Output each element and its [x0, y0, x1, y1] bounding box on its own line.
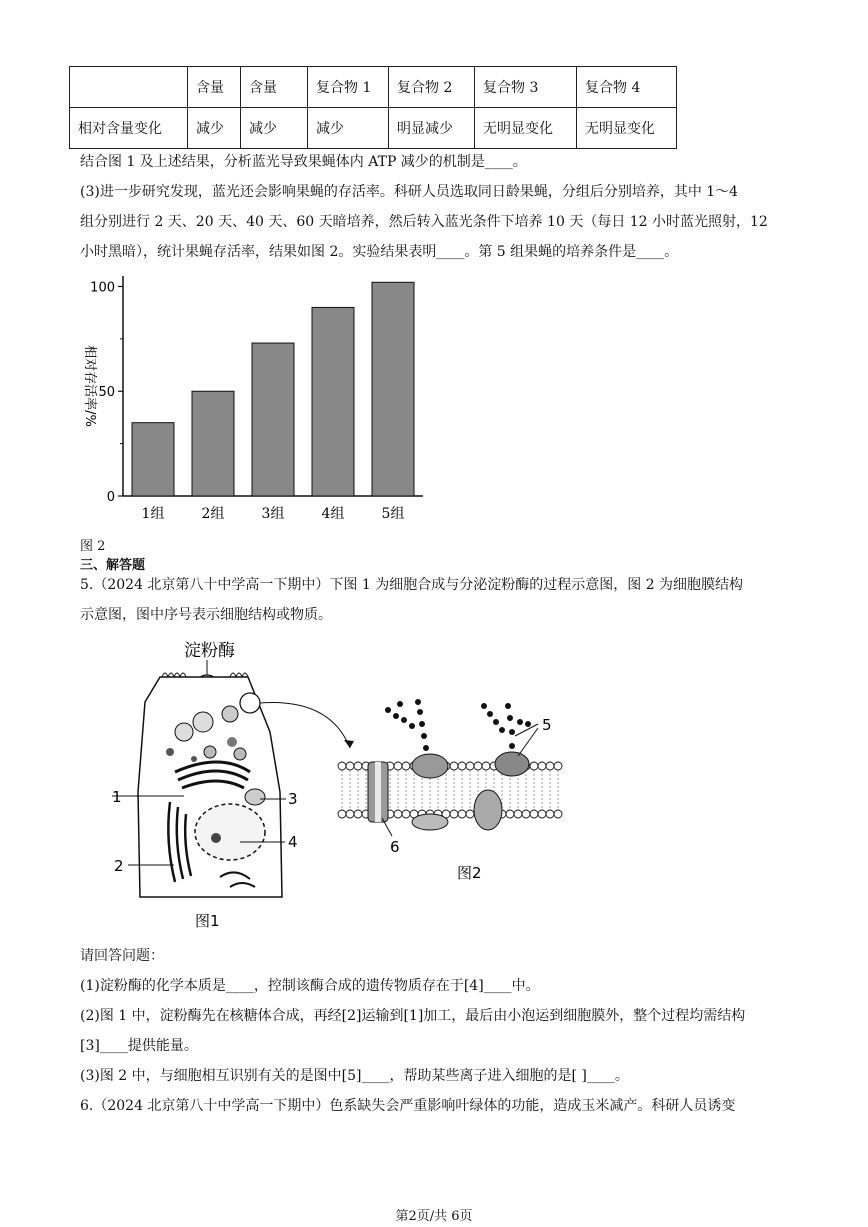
bar: [312, 307, 354, 496]
table-cell: 减少: [308, 108, 389, 149]
table-cell: [70, 67, 188, 108]
bar: [252, 343, 294, 496]
y-tick-label: 50: [98, 385, 115, 401]
label-2: 2: [114, 857, 124, 875]
cell-diagram: [100, 632, 620, 932]
figure1-cell: [112, 641, 298, 930]
table-cell: 复合物 2: [389, 67, 475, 108]
question-text: (2)图 1 中，淀粉酶先在核糖体合成，再经[2]运输到[1]加工，最后由小泡运到细胞膜外，整个过程均需结构: [80, 1008, 746, 1024]
table-cell: 含量: [188, 67, 241, 108]
result-table: [69, 66, 677, 149]
label-6: 6: [390, 838, 400, 856]
table-cell: 复合物 1: [308, 67, 389, 108]
question-text: (3)进一步研究发现，蓝光还会影响果蝇的存活率。科研人员选取同日龄果蝇，分组后分别培养，其中 1～4: [80, 184, 739, 200]
bar: [372, 282, 414, 496]
amylase-label: 淀粉酶: [184, 641, 235, 661]
bar: [192, 391, 234, 496]
table-cell: 减少: [241, 108, 308, 149]
y-tick-label: 100: [90, 280, 115, 296]
table-row: [70, 108, 677, 149]
figure1-caption: 图1: [195, 912, 220, 930]
table-header-row: [70, 67, 677, 108]
x-tick-label: 1组: [141, 506, 165, 522]
bar: [132, 423, 174, 496]
x-tick-label: 3组: [261, 506, 285, 522]
zoom-arrow: [260, 703, 350, 748]
x-tick-label: 2组: [201, 506, 225, 522]
label-1: 1: [112, 788, 122, 806]
table-cell: 复合物 4: [577, 67, 677, 108]
figure2-membrane: [338, 699, 568, 882]
question-text: 示意图，图中序号表示细胞结构或物质。: [80, 607, 332, 623]
table-cell: 减少: [188, 108, 241, 149]
table-cell: 复合物 3: [475, 67, 577, 108]
table-cell: 相对含量变化: [70, 108, 188, 149]
table-cell: 无明显变化: [577, 108, 677, 149]
label-3: 3: [288, 790, 298, 808]
x-tick-label: 5组: [381, 506, 405, 522]
question-text: 组分别进行 2 天、20 天、40 天、60 天暗培养，然后转入蓝光条件下培养 10 天（每日 12 小时蓝光照射，12: [80, 214, 768, 230]
section-heading: 三、解答题: [80, 558, 146, 573]
table-cell: 无明显变化: [475, 108, 577, 149]
y-tick-label: 0: [106, 490, 115, 505]
page-footer: 第2页/共 6页: [395, 1209, 473, 1224]
figure-caption: 图 2: [80, 539, 106, 554]
question-text: 5.（2024 北京第八十中学高一下期中）下图 1 为细胞合成与分泌淀粉酶的过程示意图，图 2 为细胞膜结构: [80, 577, 744, 593]
question-text: 小时黑暗），统计果蝇存活率，结果如图 2。实验结果表明____。第 5 组果蝇的培养条件是____。: [80, 244, 679, 260]
question-text: 6.（2024 北京第八十中学高一下期中）色系缺失会严重影响叶绿体的功能，造成玉米减产。科研人员诱变: [80, 1098, 736, 1114]
label-5: 5: [542, 716, 552, 734]
figure2-caption: 图2: [457, 864, 482, 882]
survival-bar-chart: [78, 268, 438, 530]
question-text: (1)淀粉酶的化学本质是____，控制该酶合成的遗传物质存在于[4]____中。: [80, 978, 540, 994]
y-axis-label: 相对存活率/%: [82, 345, 97, 427]
question-text: 请回答问题：: [80, 948, 164, 964]
x-tick-label: 4组: [321, 506, 345, 522]
table-cell: 明显减少: [389, 108, 475, 149]
table-cell: 含量: [241, 67, 308, 108]
question-text: [3]____提供能量。: [80, 1038, 198, 1054]
question-text: (3)图 2 中，与细胞相互识别有关的是图中[5]____，帮助某些离子进入细胞的是[ ]____。: [80, 1068, 629, 1084]
question-text: 结合图 1 及上述结果，分析蓝光导致果蝇体内 ATP 减少的机制是____。: [80, 154, 527, 170]
label-4: 4: [288, 833, 298, 851]
